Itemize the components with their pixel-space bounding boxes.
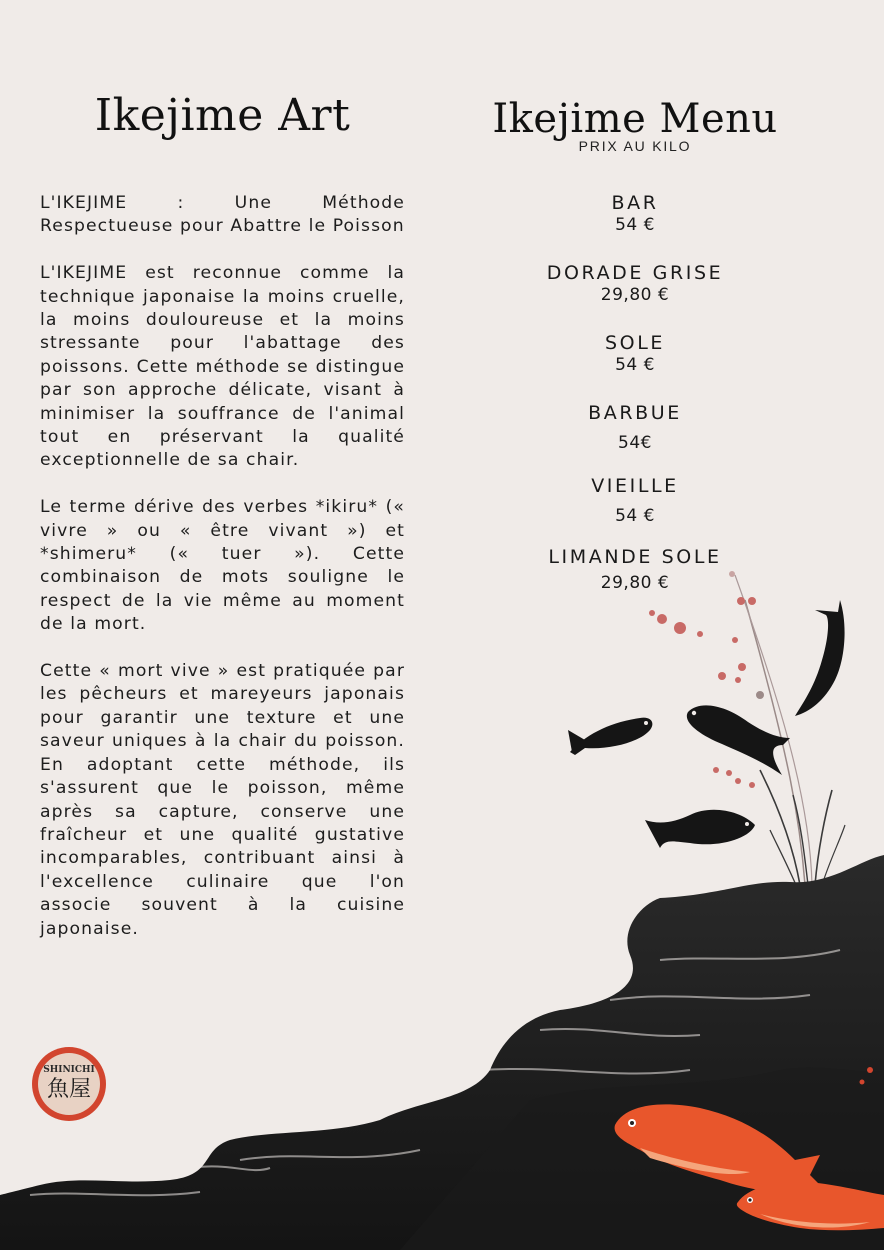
menu-item [495, 546, 775, 594]
black-fish-icon [568, 718, 652, 755]
menu-subtitle: PRIX AU KILO [578, 138, 692, 154]
logo-top-text: SHINICHI [43, 1065, 95, 1075]
left-page-title: Ikejime Art [94, 90, 351, 141]
menu-item [495, 402, 775, 454]
article-paragraph: L'IKEJIME est reconnue comme la technique japonaise la moins cruelle, la moins douloureuse et la moins stressante pour l'abattage des poissons. Cette méthode se distingue par son approche délicate, visant à minimiser la souffrance de l'animal tout en préservant la qualité exceptionnelle de sa chair. [40, 263, 405, 471]
menu-item-name: VIEILLE [591, 475, 679, 497]
menu-item-price: 54€ [618, 433, 652, 453]
menu-item [495, 192, 775, 236]
menu-item-price: 29,80 € [600, 285, 670, 305]
menu-item-name: BAR [611, 192, 659, 214]
article-paragraph: Le terme dérive des verbes *ikiru* (« vivre » ou « être vivant ») et *shimeru* (« tuer »). Cette combinaison de mots souligne le respect de la vie même au moment de la mort. [40, 497, 405, 635]
menu-item-name: BARBUE [588, 402, 682, 424]
black-fish-icon [687, 705, 790, 775]
logo-seal-icon [31, 1046, 107, 1122]
menu-item-name: DORADE GRISE [546, 262, 724, 284]
black-fish-icon [795, 600, 845, 716]
article-heading: L'IKEJIME : Une Méthode Respectueuse pour Abattre le Poisson [40, 193, 405, 237]
menu-title: Ikejime Menu [492, 96, 778, 142]
menu-item [495, 475, 775, 527]
menu-item-name: SOLE [604, 332, 665, 354]
article-text [40, 192, 405, 964]
logo-kanji: 魚屋 [46, 1077, 92, 1102]
menu-item-price: 54 € [615, 506, 655, 526]
black-fish-icon [645, 810, 755, 848]
menu-item-name: LIMANDE SOLE [548, 546, 722, 568]
menu-item-price: 54 € [615, 355, 655, 375]
menu-item [495, 262, 775, 306]
menu-item-price: 54 € [615, 215, 655, 235]
menu-item-price: 29,80 € [600, 573, 670, 593]
menu-item [495, 332, 775, 376]
article-paragraph: Cette « mort vive » est pratiquée par les pêcheurs et mareyeurs japonais pour garantir une texture et une saveur uniques à la chair du poisson. En adoptant cette méthode, ils s'assurent que le poisson, même après sa capture, conserve une fraîcheur et une qualité gustative incomparables, contribuant ainsi à l'excellence culinaire que l'on associe souvent à la cuisine japonaise. [40, 661, 405, 939]
